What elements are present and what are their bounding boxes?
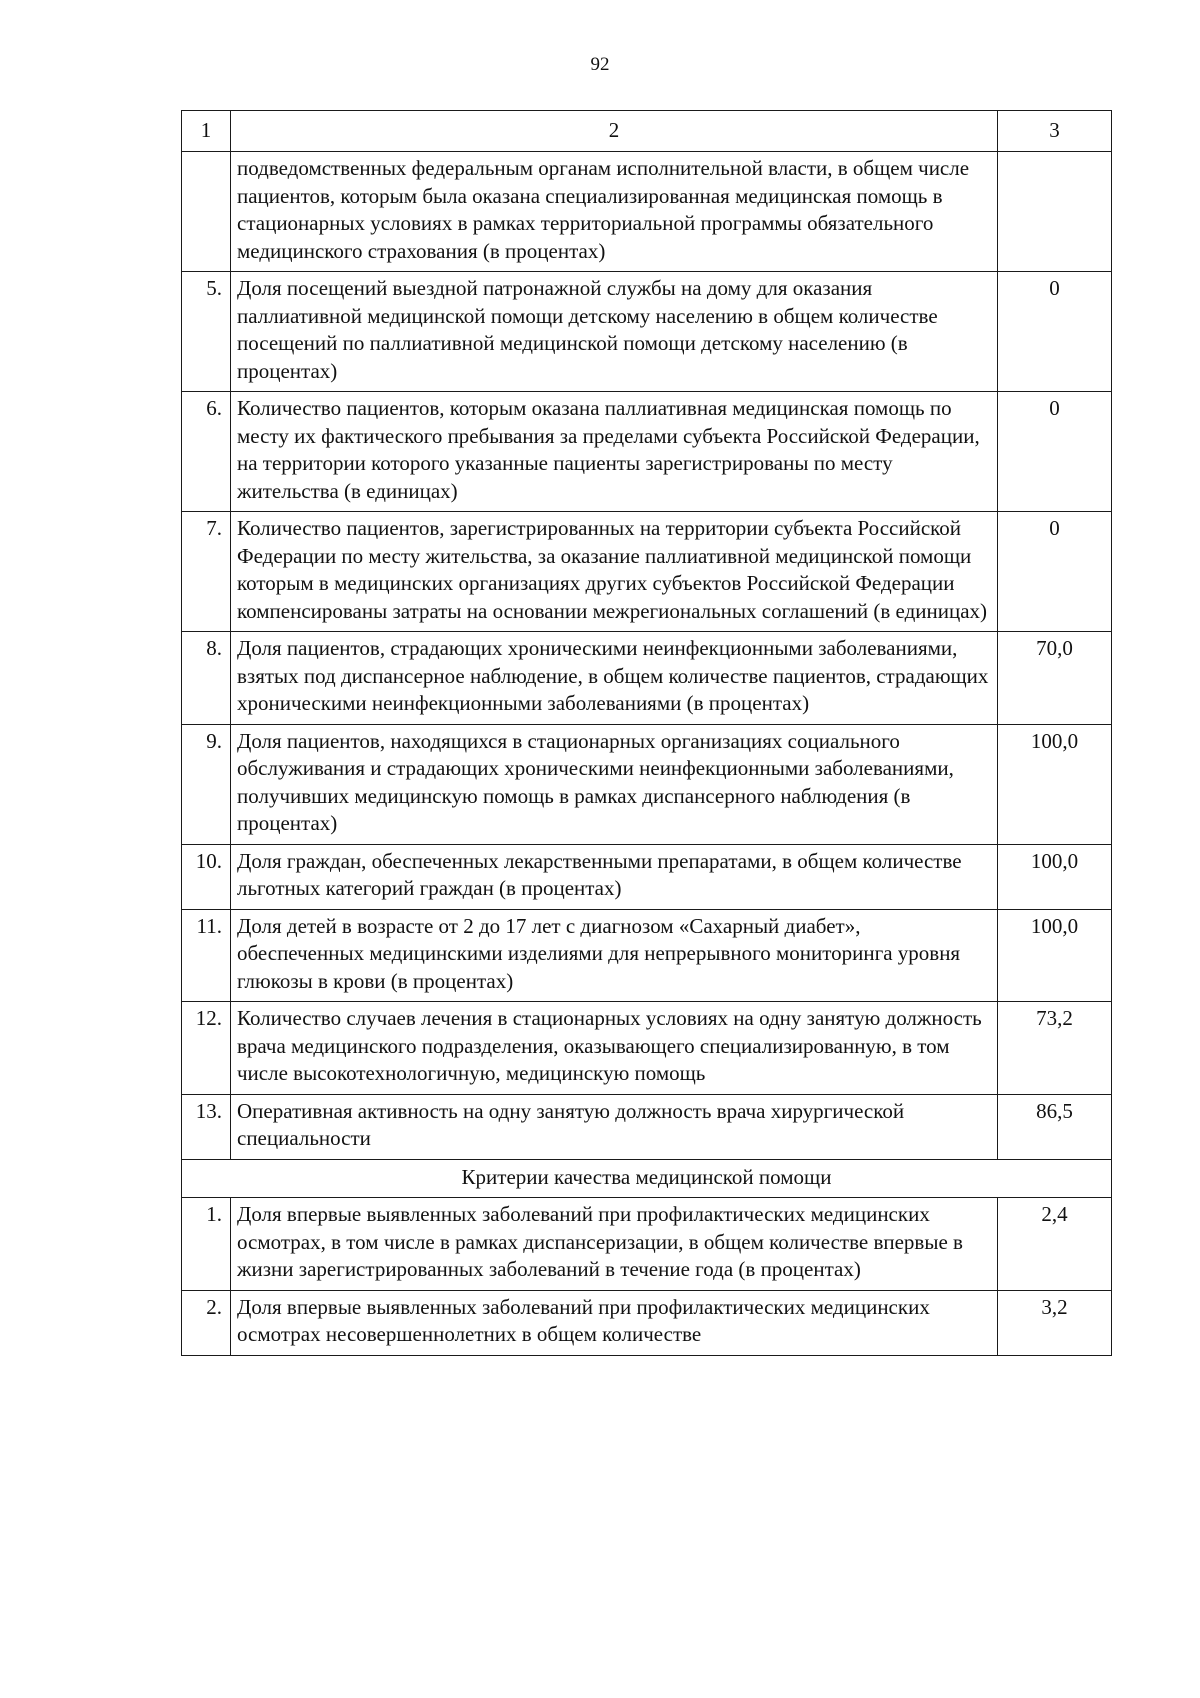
- row-number: 10.: [182, 844, 231, 909]
- row-number: 2.: [182, 1290, 231, 1355]
- row-value: 0: [998, 512, 1112, 632]
- row-number: 7.: [182, 512, 231, 632]
- row-number: 9.: [182, 724, 231, 844]
- row-number: 12.: [182, 1002, 231, 1095]
- header-col-1: 1: [182, 111, 231, 152]
- header-col-3: 3: [998, 111, 1112, 152]
- header-col-2: 2: [231, 111, 998, 152]
- section-title: Критерии качества медицинской помощи: [182, 1159, 1112, 1198]
- row-value: 0: [998, 392, 1112, 512]
- page-number: 92: [590, 54, 610, 75]
- row-text: Доля граждан, обеспеченных лекарственными препаратами, в общем количестве льготных категорий граждан (в процентах): [231, 844, 998, 909]
- row-value: 70,0: [998, 632, 1112, 725]
- row-value: 0: [998, 272, 1112, 392]
- row-text: Доля впервые выявленных заболеваний при профилактических медицинских осмотрах несовершеннолетних в общем количестве: [231, 1290, 998, 1355]
- row-number: 8.: [182, 632, 231, 725]
- table-row: [182, 1094, 1112, 1159]
- row-text: подведомственных федеральным органам исполнительной власти, в общем числе пациентов, которым была оказана специализированная медицинская помощь в стационарных условиях в рамках территориальной программы обязательного медицинского страхования (в процентах): [231, 152, 998, 272]
- row-text: Количество пациентов, зарегистрированных на территории субъекта Российской Федерации по месту жительства, за оказание паллиативной медицинской помощи которым в медицинских организациях других субъектов Российской Федерации компенсированы затраты на основании межрегиональных соглашений (в единицах): [231, 512, 998, 632]
- table-row: [182, 1002, 1112, 1095]
- row-number: 13.: [182, 1094, 231, 1159]
- table-row: [182, 632, 1112, 725]
- table-body: [182, 111, 1112, 1356]
- table-row: [182, 272, 1112, 392]
- row-value: 100,0: [998, 844, 1112, 909]
- table-row: [182, 392, 1112, 512]
- row-number: 11.: [182, 909, 231, 1002]
- row-text: Количество случаев лечения в стационарных условиях на одну занятую должность врача медицинского подразделения, оказывающего специализированную, в том числе высокотехнологичную, медицинскую помощь: [231, 1002, 998, 1095]
- row-number: 1.: [182, 1198, 231, 1291]
- row-number: [182, 152, 231, 272]
- section-row: [182, 1159, 1112, 1198]
- row-text: Доля посещений выездной патронажной службы на дому для оказания паллиативной медицинской помощи детскому населению в общем количестве посещений по паллиативной медицинской помощи детскому населению (в процентах): [231, 272, 998, 392]
- row-text: Доля впервые выявленных заболеваний при профилактических медицинских осмотрах, в том числе в рамках диспансеризации, в общем количестве впервые в жизни зарегистрированных заболеваний в течение года (в процентах): [231, 1198, 998, 1291]
- table-row: [182, 909, 1112, 1002]
- criteria-table: [181, 110, 1112, 1356]
- row-number: 6.: [182, 392, 231, 512]
- table-row: [182, 724, 1112, 844]
- row-value: 3,2: [998, 1290, 1112, 1355]
- row-value: 100,0: [998, 724, 1112, 844]
- table-row: [182, 512, 1112, 632]
- row-text: Доля пациентов, находящихся в стационарных организациях социального обслуживания и страдающих хроническими неинфекционными заболеваниями, получивших медицинскую помощь в рамках диспансерного наблюдения (в процентах): [231, 724, 998, 844]
- row-number: 5.: [182, 272, 231, 392]
- table-header-row: [182, 111, 1112, 152]
- row-value: [998, 152, 1112, 272]
- row-text: Оперативная активность на одну занятую должность врача хирургической специальности: [231, 1094, 998, 1159]
- row-text: Количество пациентов, которым оказана паллиативная медицинская помощь по месту их фактического пребывания за пределами субъекта Российской Федерации, на территории которого указанные пациенты зарегистрированы по месту жительства (в единицах): [231, 392, 998, 512]
- table-row: [182, 1198, 1112, 1291]
- table-row: [182, 844, 1112, 909]
- row-value: 100,0: [998, 909, 1112, 1002]
- row-value: 73,2: [998, 1002, 1112, 1095]
- row-text: Доля детей в возрасте от 2 до 17 лет с диагнозом «Сахарный диабет», обеспеченных медицинскими изделиями для непрерывного мониторинга уровня глюкозы в крови (в процентах): [231, 909, 998, 1002]
- table-row: [182, 1290, 1112, 1355]
- row-text: Доля пациентов, страдающих хроническими неинфекционными заболеваниями, взятых под диспансерное наблюдение, в общем количестве пациентов, страдающих хроническими неинфекционными заболеваниями (в процентах): [231, 632, 998, 725]
- row-value: 2,4: [998, 1198, 1112, 1291]
- row-value: 86,5: [998, 1094, 1112, 1159]
- table-row: [182, 152, 1112, 272]
